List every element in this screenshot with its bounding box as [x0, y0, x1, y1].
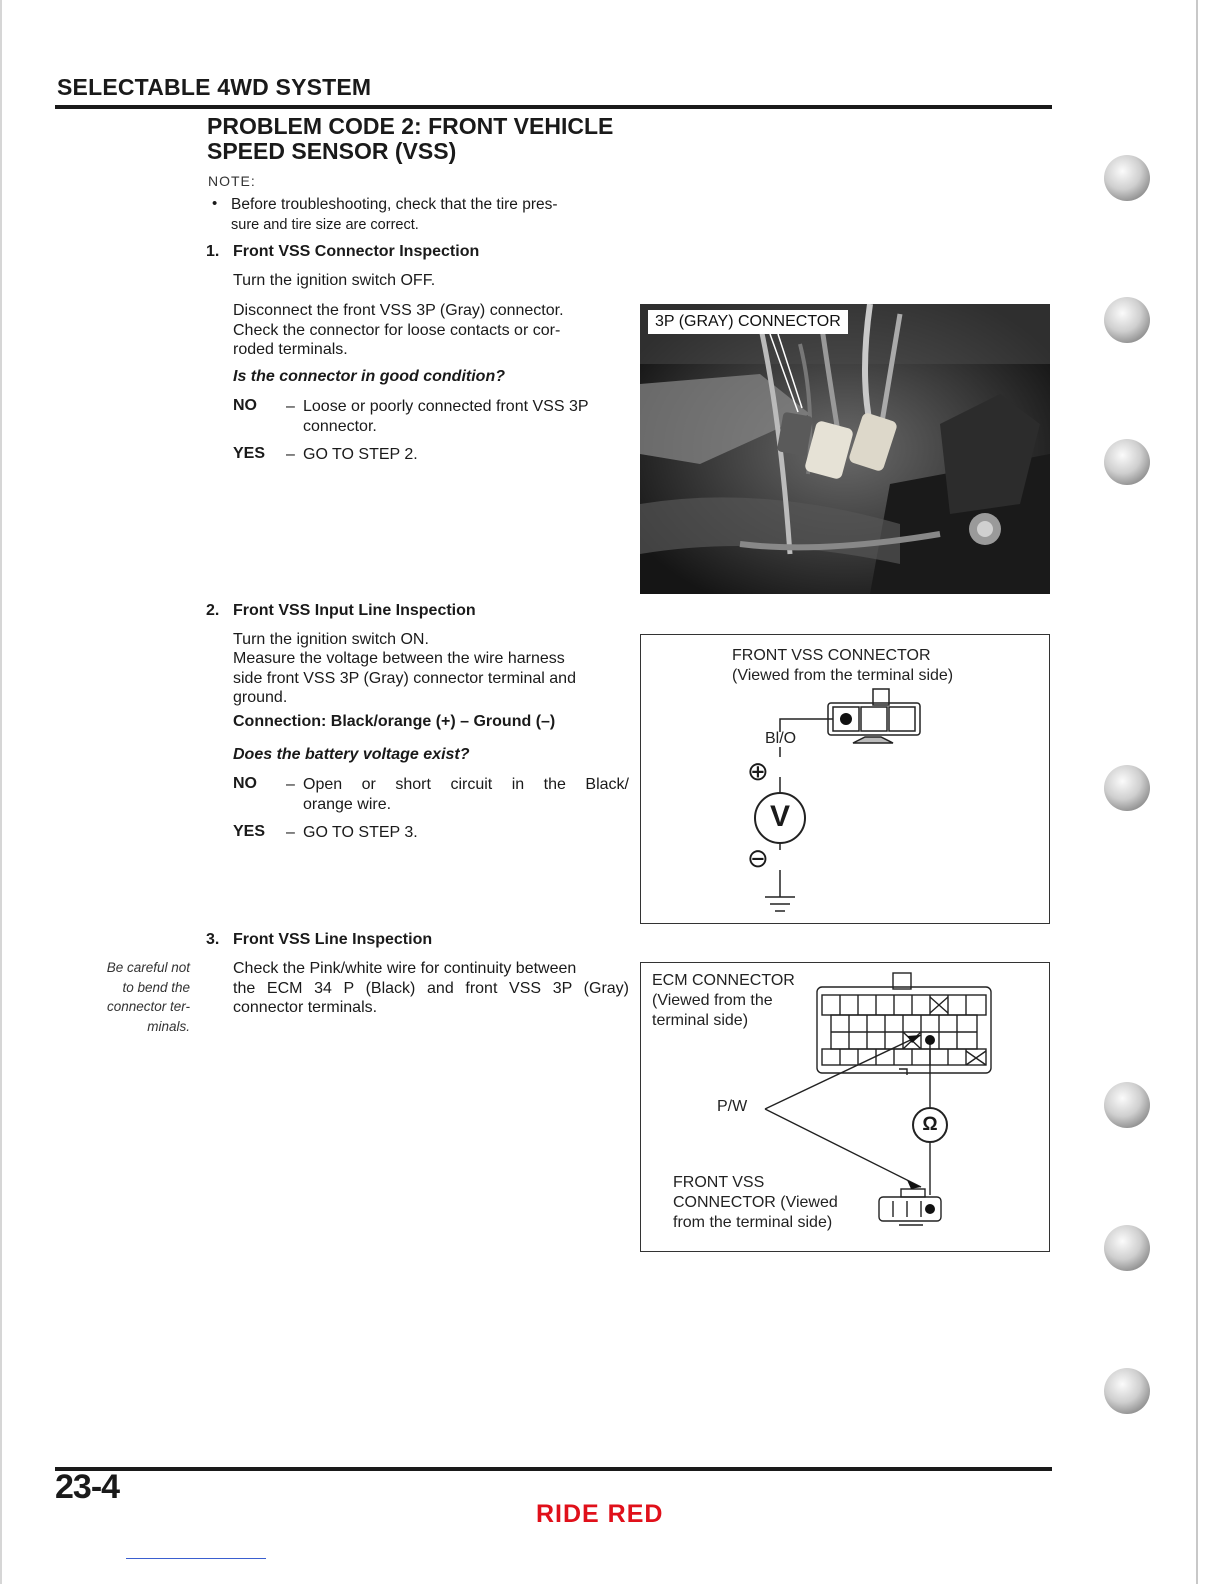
step3-paragraph: [233, 959, 629, 1018]
step1-paragraph2: [233, 301, 629, 360]
vss-connector-caption: [673, 1173, 838, 1233]
page-right-edge: [1196, 0, 1198, 1584]
pw-wire-label: P/W: [717, 1098, 748, 1115]
pw-arrow-upper: [765, 1035, 921, 1109]
step2-p2-line3: ground.: [233, 689, 288, 706]
binder-hole-1: [1104, 155, 1150, 201]
step2-paragraph2: [233, 649, 629, 708]
step2-yes-dash: –: [286, 824, 295, 841]
step3-p1-line2: the ECM 34 P (Black) and front VSS 3P (Gray): [233, 979, 629, 997]
step1-no-dash: –: [286, 398, 295, 415]
vss-caption-line3: from the terminal side): [673, 1214, 833, 1231]
ecm-connector-body: [817, 987, 991, 1073]
step1-p2-line1: Disconnect the front VSS 3P (Gray) connector.: [233, 302, 564, 319]
header-rule: [55, 105, 1052, 109]
step2-p2-line2: side front VSS 3P (Gray) connector terminal and: [233, 669, 576, 687]
page-number: 23-4: [55, 1468, 120, 1506]
step2-yes-label: YES: [233, 823, 266, 840]
step1-heading: Front VSS Connector Inspection: [233, 243, 480, 260]
step3-number: 3.: [206, 931, 220, 948]
step3-p1-line3: connector terminals.: [233, 999, 378, 1016]
step2-paragraph1: Turn the ignition switch ON.: [233, 631, 429, 648]
binder-hole-5: [1104, 1082, 1150, 1128]
positive-symbol: ⊕: [747, 756, 769, 786]
sidenote-line2: to bend the: [122, 979, 190, 995]
ecm-caption-line3: terminal side): [652, 1012, 749, 1029]
step2-no-text: [303, 775, 629, 814]
footer-underline: [126, 1558, 266, 1559]
sidenote: [70, 958, 190, 1036]
step1-yes-text: GO TO STEP 2.: [303, 446, 418, 463]
step1-number: 1.: [206, 243, 220, 260]
connector-photo: [640, 304, 1050, 594]
step1-p2-line3: roded terminals.: [233, 341, 348, 358]
vss-caption-line1: FRONT VSS: [673, 1174, 765, 1191]
connector-photo-image: [640, 304, 1050, 594]
step1-no-line1: Loose or poorly connected front VSS 3P: [303, 398, 589, 415]
ecm-caption-line2: (Viewed from the: [652, 992, 773, 1009]
binder-hole-4: [1104, 765, 1150, 811]
sidenote-line3: connector ter-: [106, 999, 190, 1014]
footer-rule: [55, 1467, 1052, 1471]
step2-heading: Front VSS Input Line Inspection: [233, 602, 476, 619]
page-left-edge: [0, 0, 2, 1584]
footer-brand: RIDE RED: [536, 1500, 664, 1528]
step2-no-dash: –: [286, 776, 295, 793]
photo-label: 3P (GRAY) CONNECTOR: [648, 310, 848, 334]
step2-no-line1: Open or short circuit in the Black/: [303, 776, 629, 793]
step2-number: 2.: [206, 602, 220, 619]
negative-symbol: ⊖: [747, 843, 769, 873]
diagram1-title-line2: (Viewed from the terminal side): [732, 667, 954, 684]
binder-hole-7: [1104, 1368, 1150, 1414]
ecm-continuity-diagram: [640, 962, 1050, 1252]
step1-question: Is the connector in good condition?: [233, 368, 505, 385]
note-label: NOTE:: [208, 173, 256, 189]
ecm-caption-line1: ECM CONNECTOR: [652, 972, 795, 989]
problem-title: [207, 114, 613, 164]
note-bullet: •: [212, 195, 218, 212]
ecm-pw-terminal: [925, 1035, 935, 1045]
binder-hole-3: [1104, 439, 1150, 485]
step2-connection: Connection: Black/orange (+) – Ground (–): [233, 713, 556, 730]
vss-voltage-diagram: [640, 634, 1050, 924]
step3-heading: Front VSS Line Inspection: [233, 931, 433, 948]
problem-title-line2: SPEED SENSOR (VSS): [207, 138, 457, 164]
bl-o-label: Bl/O: [765, 730, 797, 747]
binder-hole-2: [1104, 297, 1150, 343]
voltmeter-symbol: V: [769, 800, 790, 833]
step2-no-line2: orange wire.: [303, 795, 392, 813]
step3-p1-line1: Check the Pink/white wire for continuity between: [233, 960, 577, 977]
section-title: SELECTABLE 4WD SYSTEM: [57, 74, 372, 100]
step1-no-label: NO: [233, 397, 257, 414]
diagram1-title-line1: FRONT VSS CONNECTOR: [732, 647, 931, 664]
step1-yes-dash: –: [286, 446, 295, 463]
note-bullet-text: [231, 195, 629, 235]
vss-pw-terminal: [925, 1204, 935, 1214]
step1-no-text: [303, 397, 633, 436]
step1-p2-line2: Check the connector for loose contacts or cor-: [233, 321, 561, 339]
step2-p2-line1: Measure the voltage between the wire harness: [233, 650, 565, 667]
binder-hole-6: [1104, 1225, 1150, 1271]
step1-no-line2: connector.: [303, 417, 377, 435]
step2-no-label: NO: [233, 775, 257, 792]
step2-yes-text: GO TO STEP 3.: [303, 824, 418, 841]
sidenote-line1: Be careful not: [106, 960, 190, 975]
step1-paragraph1: Turn the ignition switch OFF.: [233, 272, 436, 289]
diagram1-schematic: [641, 635, 1049, 923]
vss-caption-line2: CONNECTOR (Viewed: [673, 1194, 838, 1211]
sidenote-line4: minals.: [147, 1018, 190, 1034]
note-bullet-line2: sure and tire size are correct.: [231, 217, 419, 233]
step1-yes-label: YES: [233, 445, 266, 462]
note-bullet-line1: Before troubleshooting, check that the tire pres-: [231, 196, 558, 213]
problem-title-line1: PROBLEM CODE 2: FRONT VEHICLE: [207, 113, 614, 139]
ohmmeter-symbol: Ω: [922, 1114, 938, 1135]
step2-question: Does the battery voltage exist?: [233, 746, 470, 763]
bl-o-terminal: [840, 713, 852, 725]
